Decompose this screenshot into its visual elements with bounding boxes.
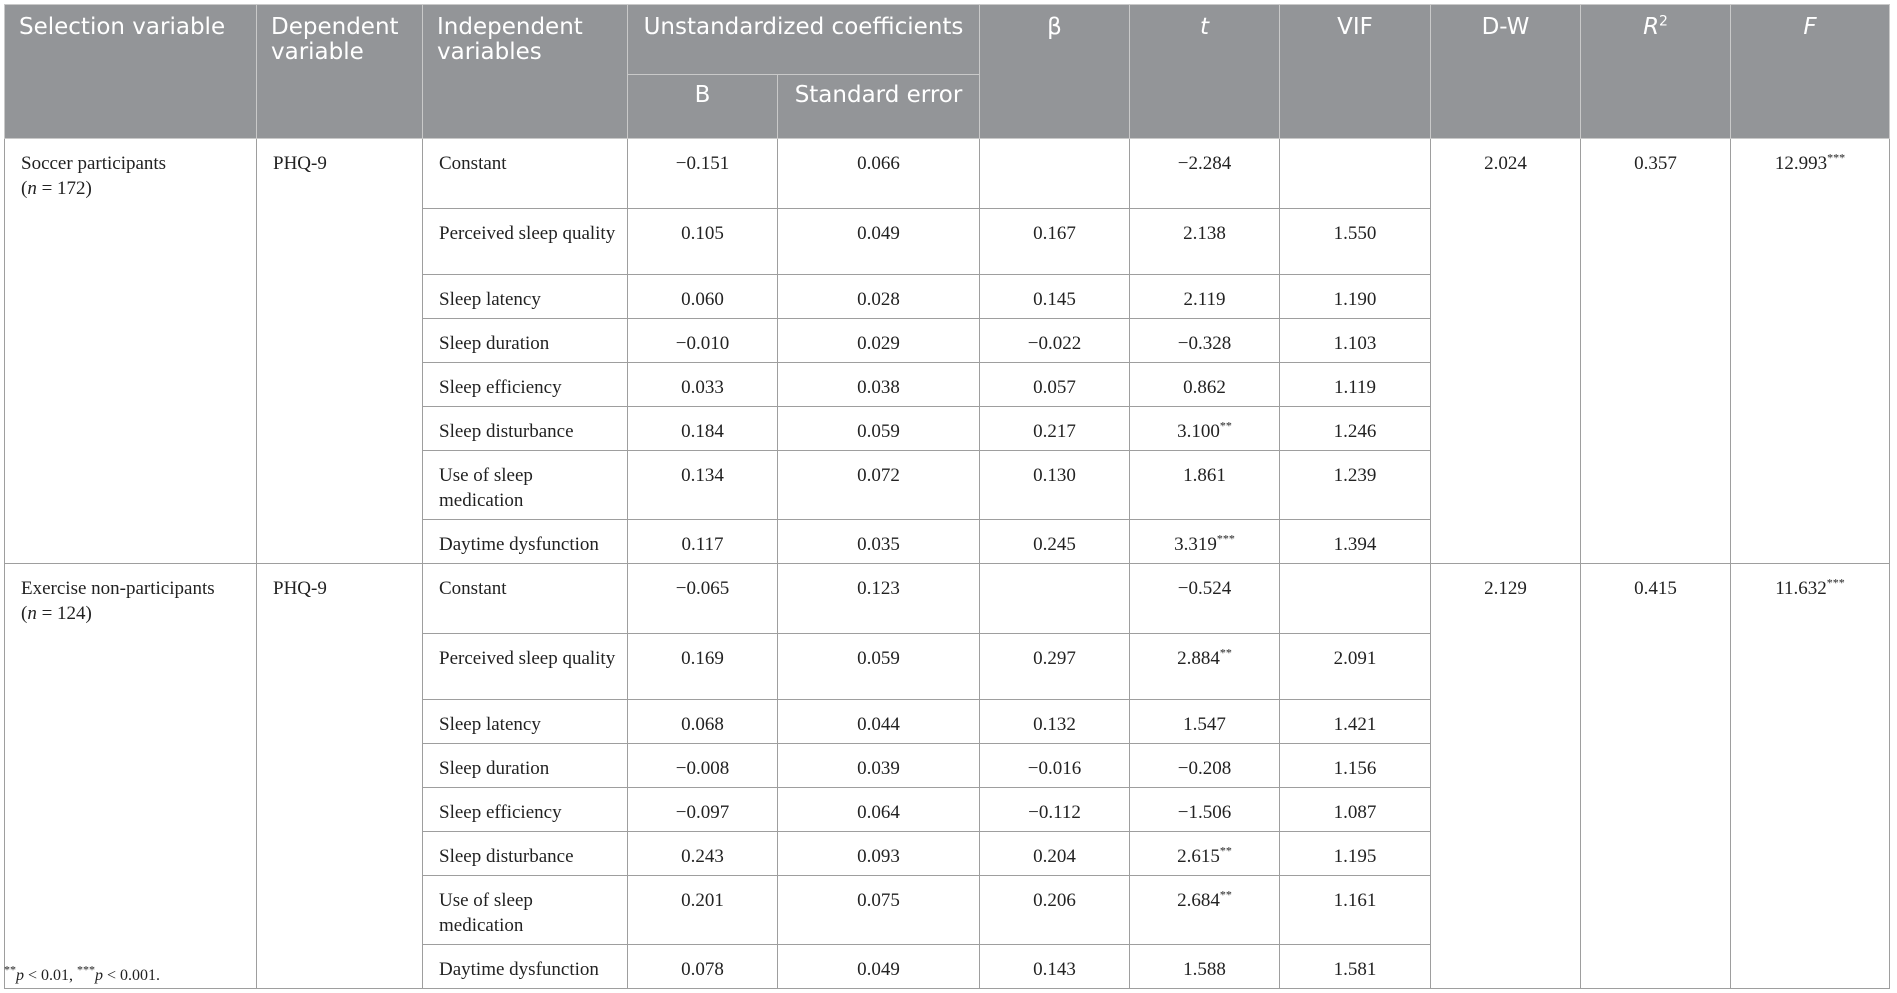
independent-variable-cell: Use of sleep medication (423, 876, 628, 945)
t-cell (1130, 363, 1280, 407)
footnote-text-1: < 0.01, (24, 967, 78, 984)
table-body (5, 139, 1890, 989)
independent-variable-cell: Daytime dysfunction (423, 520, 628, 564)
t-significance: ** (1219, 843, 1232, 858)
independent-variable-cell: Constant (423, 139, 628, 209)
t-cell (1130, 451, 1280, 520)
standard-error-cell: 0.093 (778, 832, 980, 876)
table-row (5, 564, 1890, 634)
t-value: 2.684 (1177, 890, 1220, 911)
standard-error-cell: 0.066 (778, 139, 980, 209)
beta-cell: 0.145 (980, 275, 1130, 319)
vif-cell: 1.190 (1280, 275, 1431, 319)
table-row (5, 139, 1890, 209)
t-value: 2.119 (1183, 289, 1226, 310)
beta-cell: −0.016 (980, 744, 1130, 788)
beta-cell (980, 564, 1130, 634)
header-r-superscript: 2 (1659, 13, 1668, 30)
t-cell (1130, 275, 1280, 319)
b-cell: −0.065 (628, 564, 778, 634)
independent-variable-cell: Sleep disturbance (423, 832, 628, 876)
t-cell (1130, 139, 1280, 209)
independent-variable-cell: Sleep disturbance (423, 407, 628, 451)
r-squared-cell: 0.357 (1581, 139, 1731, 564)
t-cell (1130, 634, 1280, 700)
vif-cell: 1.156 (1280, 744, 1431, 788)
independent-variable-cell: Constant (423, 564, 628, 634)
header-dependent-variable: Dependent variable (257, 5, 423, 139)
beta-cell: 0.132 (980, 700, 1130, 744)
f-significance: *** (1826, 575, 1845, 590)
selection-variable-cell: Exercise non-participants (n = 124) (5, 564, 257, 989)
footnote-stars-1: ** (4, 962, 16, 977)
footnote-p-1: p (16, 967, 24, 984)
vif-cell: 1.581 (1280, 945, 1431, 989)
header-standard-error: Standard error (778, 75, 980, 139)
footnote-text-2: < 0.001. (103, 967, 161, 984)
b-cell: 0.201 (628, 876, 778, 945)
dependent-variable-cell: PHQ-9 (257, 139, 423, 564)
independent-variable-cell: Perceived sleep quality (423, 209, 628, 275)
vif-cell (1280, 139, 1431, 209)
standard-error-cell: 0.064 (778, 788, 980, 832)
t-cell (1130, 407, 1280, 451)
standard-error-cell: 0.059 (778, 634, 980, 700)
independent-variable-cell: Sleep latency (423, 700, 628, 744)
independent-variable-cell: Sleep latency (423, 275, 628, 319)
beta-cell: 0.206 (980, 876, 1130, 945)
selection-variable-name: Soccer participants (21, 153, 167, 174)
header-beta: β (980, 5, 1130, 139)
footnote-stars-2: *** (77, 962, 96, 977)
f-cell (1731, 139, 1890, 564)
header-dw: D-W (1431, 5, 1581, 139)
t-value: 0.862 (1183, 377, 1226, 398)
f-cell (1731, 564, 1890, 989)
b-cell: 0.078 (628, 945, 778, 989)
dw-cell: 2.129 (1431, 564, 1581, 989)
t-value: −0.524 (1177, 578, 1232, 599)
beta-cell: 0.297 (980, 634, 1130, 700)
t-cell (1130, 319, 1280, 363)
standard-error-cell: 0.029 (778, 319, 980, 363)
b-cell: −0.010 (628, 319, 778, 363)
standard-error-cell: 0.072 (778, 451, 980, 520)
t-cell (1130, 876, 1280, 945)
sample-size-value: = 124) (36, 603, 92, 624)
standard-error-cell: 0.075 (778, 876, 980, 945)
footnote-p-2: p (95, 967, 104, 984)
f-value: 11.632 (1775, 578, 1827, 599)
b-cell: 0.105 (628, 209, 778, 275)
dw-cell: 2.024 (1431, 139, 1581, 564)
standard-error-cell: 0.038 (778, 363, 980, 407)
vif-cell: 1.239 (1280, 451, 1431, 520)
beta-cell: 0.167 (980, 209, 1130, 275)
b-cell: 0.033 (628, 363, 778, 407)
vif-cell: 1.421 (1280, 700, 1431, 744)
vif-cell: 1.087 (1280, 788, 1431, 832)
vif-cell: 2.091 (1280, 634, 1431, 700)
t-value: 2.138 (1183, 223, 1226, 244)
sample-size-value: = 172) (36, 178, 92, 199)
t-value: −1.506 (1177, 802, 1232, 823)
vif-cell: 1.246 (1280, 407, 1431, 451)
r-squared-cell: 0.415 (1581, 564, 1731, 989)
selection-variable-name: Exercise non-participants (21, 578, 215, 599)
table-footnote (4, 962, 161, 985)
vif-cell: 1.550 (1280, 209, 1431, 275)
t-value: 1.588 (1183, 959, 1226, 980)
b-cell: −0.097 (628, 788, 778, 832)
t-cell (1130, 744, 1280, 788)
t-value: 1.861 (1183, 465, 1226, 486)
independent-variable-cell: Sleep duration (423, 319, 628, 363)
t-cell (1130, 788, 1280, 832)
independent-variable-cell: Sleep efficiency (423, 363, 628, 407)
independent-variable-cell: Sleep efficiency (423, 788, 628, 832)
beta-cell: 0.130 (980, 451, 1130, 520)
independent-variable-cell: Use of sleep medication (423, 451, 628, 520)
standard-error-cell: 0.028 (778, 275, 980, 319)
t-value: 3.100 (1177, 421, 1220, 442)
independent-variable-cell: Daytime dysfunction (423, 945, 628, 989)
sample-size-symbol: n (27, 178, 37, 199)
header-b: B (628, 75, 778, 139)
beta-cell: −0.022 (980, 319, 1130, 363)
header-r-squared (1581, 5, 1731, 139)
t-value: −0.208 (1177, 758, 1232, 779)
b-cell: 0.117 (628, 520, 778, 564)
vif-cell: 1.195 (1280, 832, 1431, 876)
vif-cell: 1.103 (1280, 319, 1431, 363)
t-cell (1130, 520, 1280, 564)
standard-error-cell: 0.049 (778, 945, 980, 989)
t-value: 2.615 (1177, 846, 1220, 867)
standard-error-cell: 0.123 (778, 564, 980, 634)
beta-cell: 0.204 (980, 832, 1130, 876)
b-cell: 0.184 (628, 407, 778, 451)
b-cell: 0.134 (628, 451, 778, 520)
standard-error-cell: 0.035 (778, 520, 980, 564)
t-cell (1130, 832, 1280, 876)
beta-cell (980, 139, 1130, 209)
standard-error-cell: 0.049 (778, 209, 980, 275)
t-cell (1130, 564, 1280, 634)
sample-size-symbol: n (27, 603, 37, 624)
t-significance: ** (1219, 887, 1232, 902)
independent-variable-cell: Sleep duration (423, 744, 628, 788)
header-selection-variable: Selection variable (5, 5, 257, 139)
regression-table-container (4, 4, 1889, 989)
dependent-variable-cell: PHQ-9 (257, 564, 423, 989)
header-unstandardized-coefficients: Unstandardized coefficients (628, 5, 980, 75)
b-cell: 0.243 (628, 832, 778, 876)
beta-cell: 0.143 (980, 945, 1130, 989)
t-cell (1130, 700, 1280, 744)
header-vif: VIF (1280, 5, 1431, 139)
vif-cell: 1.119 (1280, 363, 1431, 407)
header-independent-variables: Independent variables (423, 5, 628, 139)
t-value: 1.547 (1183, 714, 1226, 735)
t-cell (1130, 945, 1280, 989)
t-value: −2.284 (1177, 153, 1232, 174)
beta-cell: 0.217 (980, 407, 1130, 451)
standard-error-cell: 0.044 (778, 700, 980, 744)
beta-cell: 0.245 (980, 520, 1130, 564)
table-header (5, 5, 1890, 139)
header-r-letter: R (1643, 14, 1660, 40)
b-cell: 0.068 (628, 700, 778, 744)
vif-cell: 1.394 (1280, 520, 1431, 564)
b-cell: 0.060 (628, 275, 778, 319)
regression-table (4, 4, 1890, 989)
header-f: F (1731, 5, 1890, 139)
t-value: 2.884 (1177, 648, 1220, 669)
standard-error-cell: 0.039 (778, 744, 980, 788)
t-significance: *** (1216, 531, 1235, 546)
independent-variable-cell: Perceived sleep quality (423, 634, 628, 700)
vif-cell: 1.161 (1280, 876, 1431, 945)
b-cell: −0.151 (628, 139, 778, 209)
b-cell: −0.008 (628, 744, 778, 788)
t-significance: ** (1219, 418, 1232, 433)
standard-error-cell: 0.059 (778, 407, 980, 451)
t-value: −0.328 (1177, 333, 1232, 354)
b-cell: 0.169 (628, 634, 778, 700)
f-value: 12.993 (1774, 153, 1828, 174)
header-t: t (1130, 5, 1280, 139)
t-significance: ** (1219, 645, 1232, 660)
beta-cell: −0.112 (980, 788, 1130, 832)
f-significance: *** (1827, 150, 1846, 165)
beta-cell: 0.057 (980, 363, 1130, 407)
t-cell (1130, 209, 1280, 275)
selection-variable-cell: Soccer participants (n = 172) (5, 139, 257, 564)
vif-cell (1280, 564, 1431, 634)
t-value: 3.319 (1174, 534, 1217, 555)
